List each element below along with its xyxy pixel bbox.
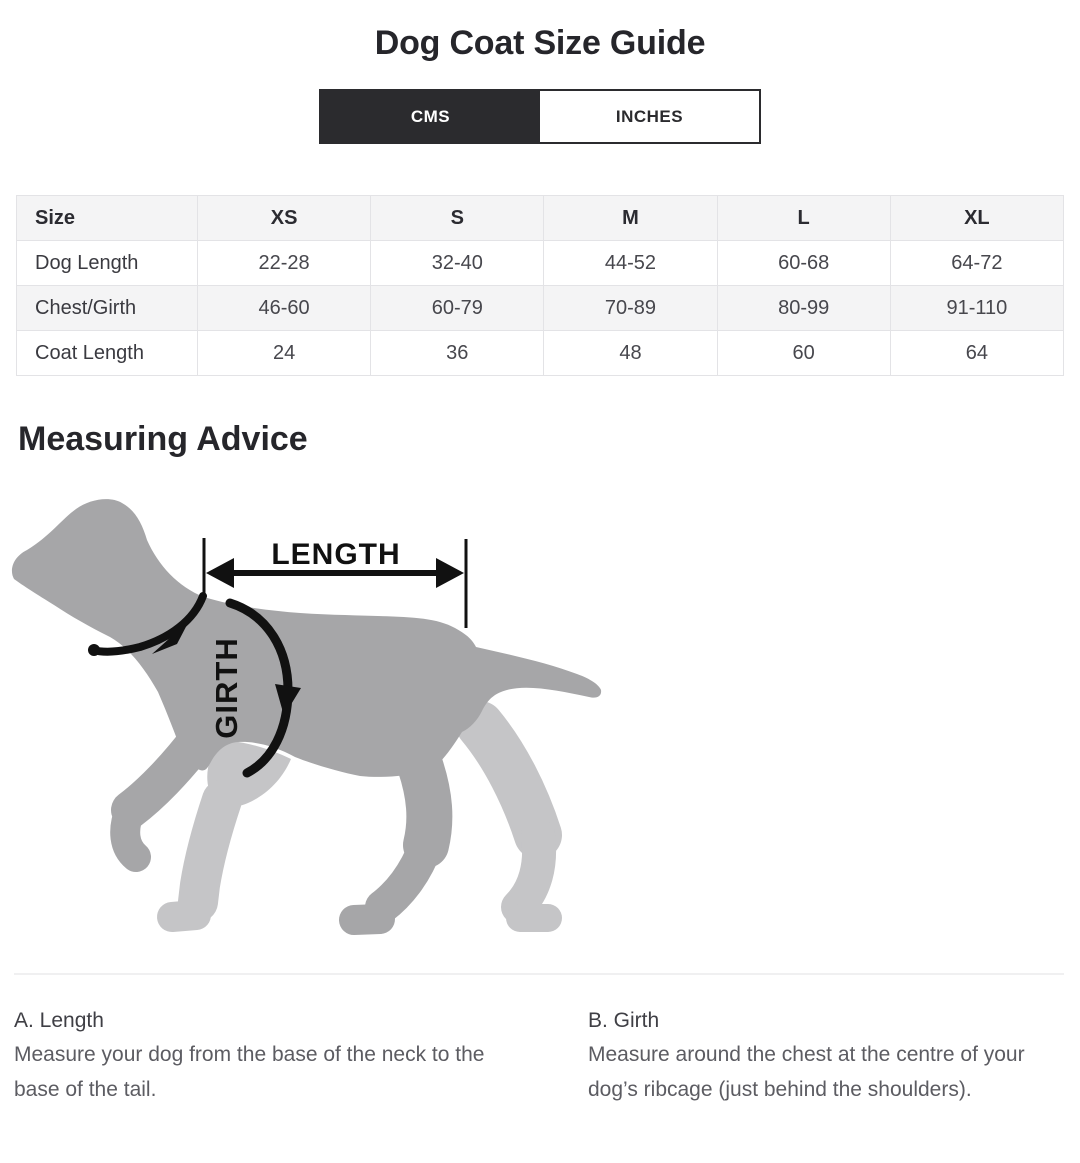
measuring-notes bbox=[0, 975, 1080, 1107]
table-header-cell: L bbox=[717, 196, 890, 241]
table-row bbox=[17, 241, 1064, 286]
girth-note-text: Measure around the chest at the centre of your dog’s ribcage (just behind the shoulders). bbox=[588, 1043, 1025, 1101]
row-label: Chest/Girth bbox=[17, 286, 198, 331]
page-title: Dog Coat Size Guide bbox=[374, 24, 706, 62]
girth-label: GIRTH bbox=[209, 637, 244, 739]
table-cell: 60-79 bbox=[371, 286, 544, 331]
unit-toggle bbox=[319, 89, 761, 144]
length-note-text: Measure your dog from the base of the neck to the base of the tail. bbox=[14, 1043, 485, 1101]
table-cell: 32-40 bbox=[371, 241, 544, 286]
dog-measuring-diagram bbox=[0, 470, 660, 968]
table-cell: 44-52 bbox=[544, 241, 717, 286]
table-cell: 36 bbox=[371, 331, 544, 376]
girth-note bbox=[588, 1009, 1080, 1107]
table-cell: 46-60 bbox=[198, 286, 371, 331]
table-header-cell: M bbox=[544, 196, 717, 241]
table-header-row bbox=[17, 196, 1064, 241]
table-cell: 64-72 bbox=[890, 241, 1063, 286]
row-label: Coat Length bbox=[17, 331, 198, 376]
table-cell: 22-28 bbox=[198, 241, 371, 286]
table-cell: 80-99 bbox=[717, 286, 890, 331]
length-note bbox=[14, 1009, 588, 1107]
length-note-title: A. Length bbox=[14, 1009, 104, 1032]
dog-near-hind-leg bbox=[354, 765, 429, 920]
table-cell: 70-89 bbox=[544, 286, 717, 331]
toggle-inches-button[interactable]: INCHES bbox=[540, 91, 759, 142]
table-header-cell: Size bbox=[17, 196, 198, 241]
length-arrowhead-right bbox=[436, 558, 464, 588]
table-cell: 48 bbox=[544, 331, 717, 376]
length-label: LENGTH bbox=[271, 538, 401, 571]
table-cell: 60-68 bbox=[717, 241, 890, 286]
size-table bbox=[16, 195, 1064, 376]
girth-note-title: B. Girth bbox=[588, 1009, 660, 1032]
table-cell: 24 bbox=[198, 331, 371, 376]
table-cell: 64 bbox=[890, 331, 1063, 376]
table-row bbox=[17, 286, 1064, 331]
length-arrowhead-left bbox=[206, 558, 234, 588]
table-cell: 60 bbox=[717, 331, 890, 376]
table-row bbox=[17, 331, 1064, 376]
table-header-cell: S bbox=[371, 196, 544, 241]
row-label: Dog Length bbox=[17, 241, 198, 286]
table-cell: 91-110 bbox=[890, 286, 1063, 331]
table-header-cell: XL bbox=[890, 196, 1063, 241]
measuring-advice-heading: Measuring Advice bbox=[18, 420, 308, 458]
dog-far-hind-leg bbox=[480, 725, 548, 918]
toggle-cms-button[interactable]: CMS bbox=[321, 91, 540, 142]
table-header-cell: XS bbox=[198, 196, 371, 241]
